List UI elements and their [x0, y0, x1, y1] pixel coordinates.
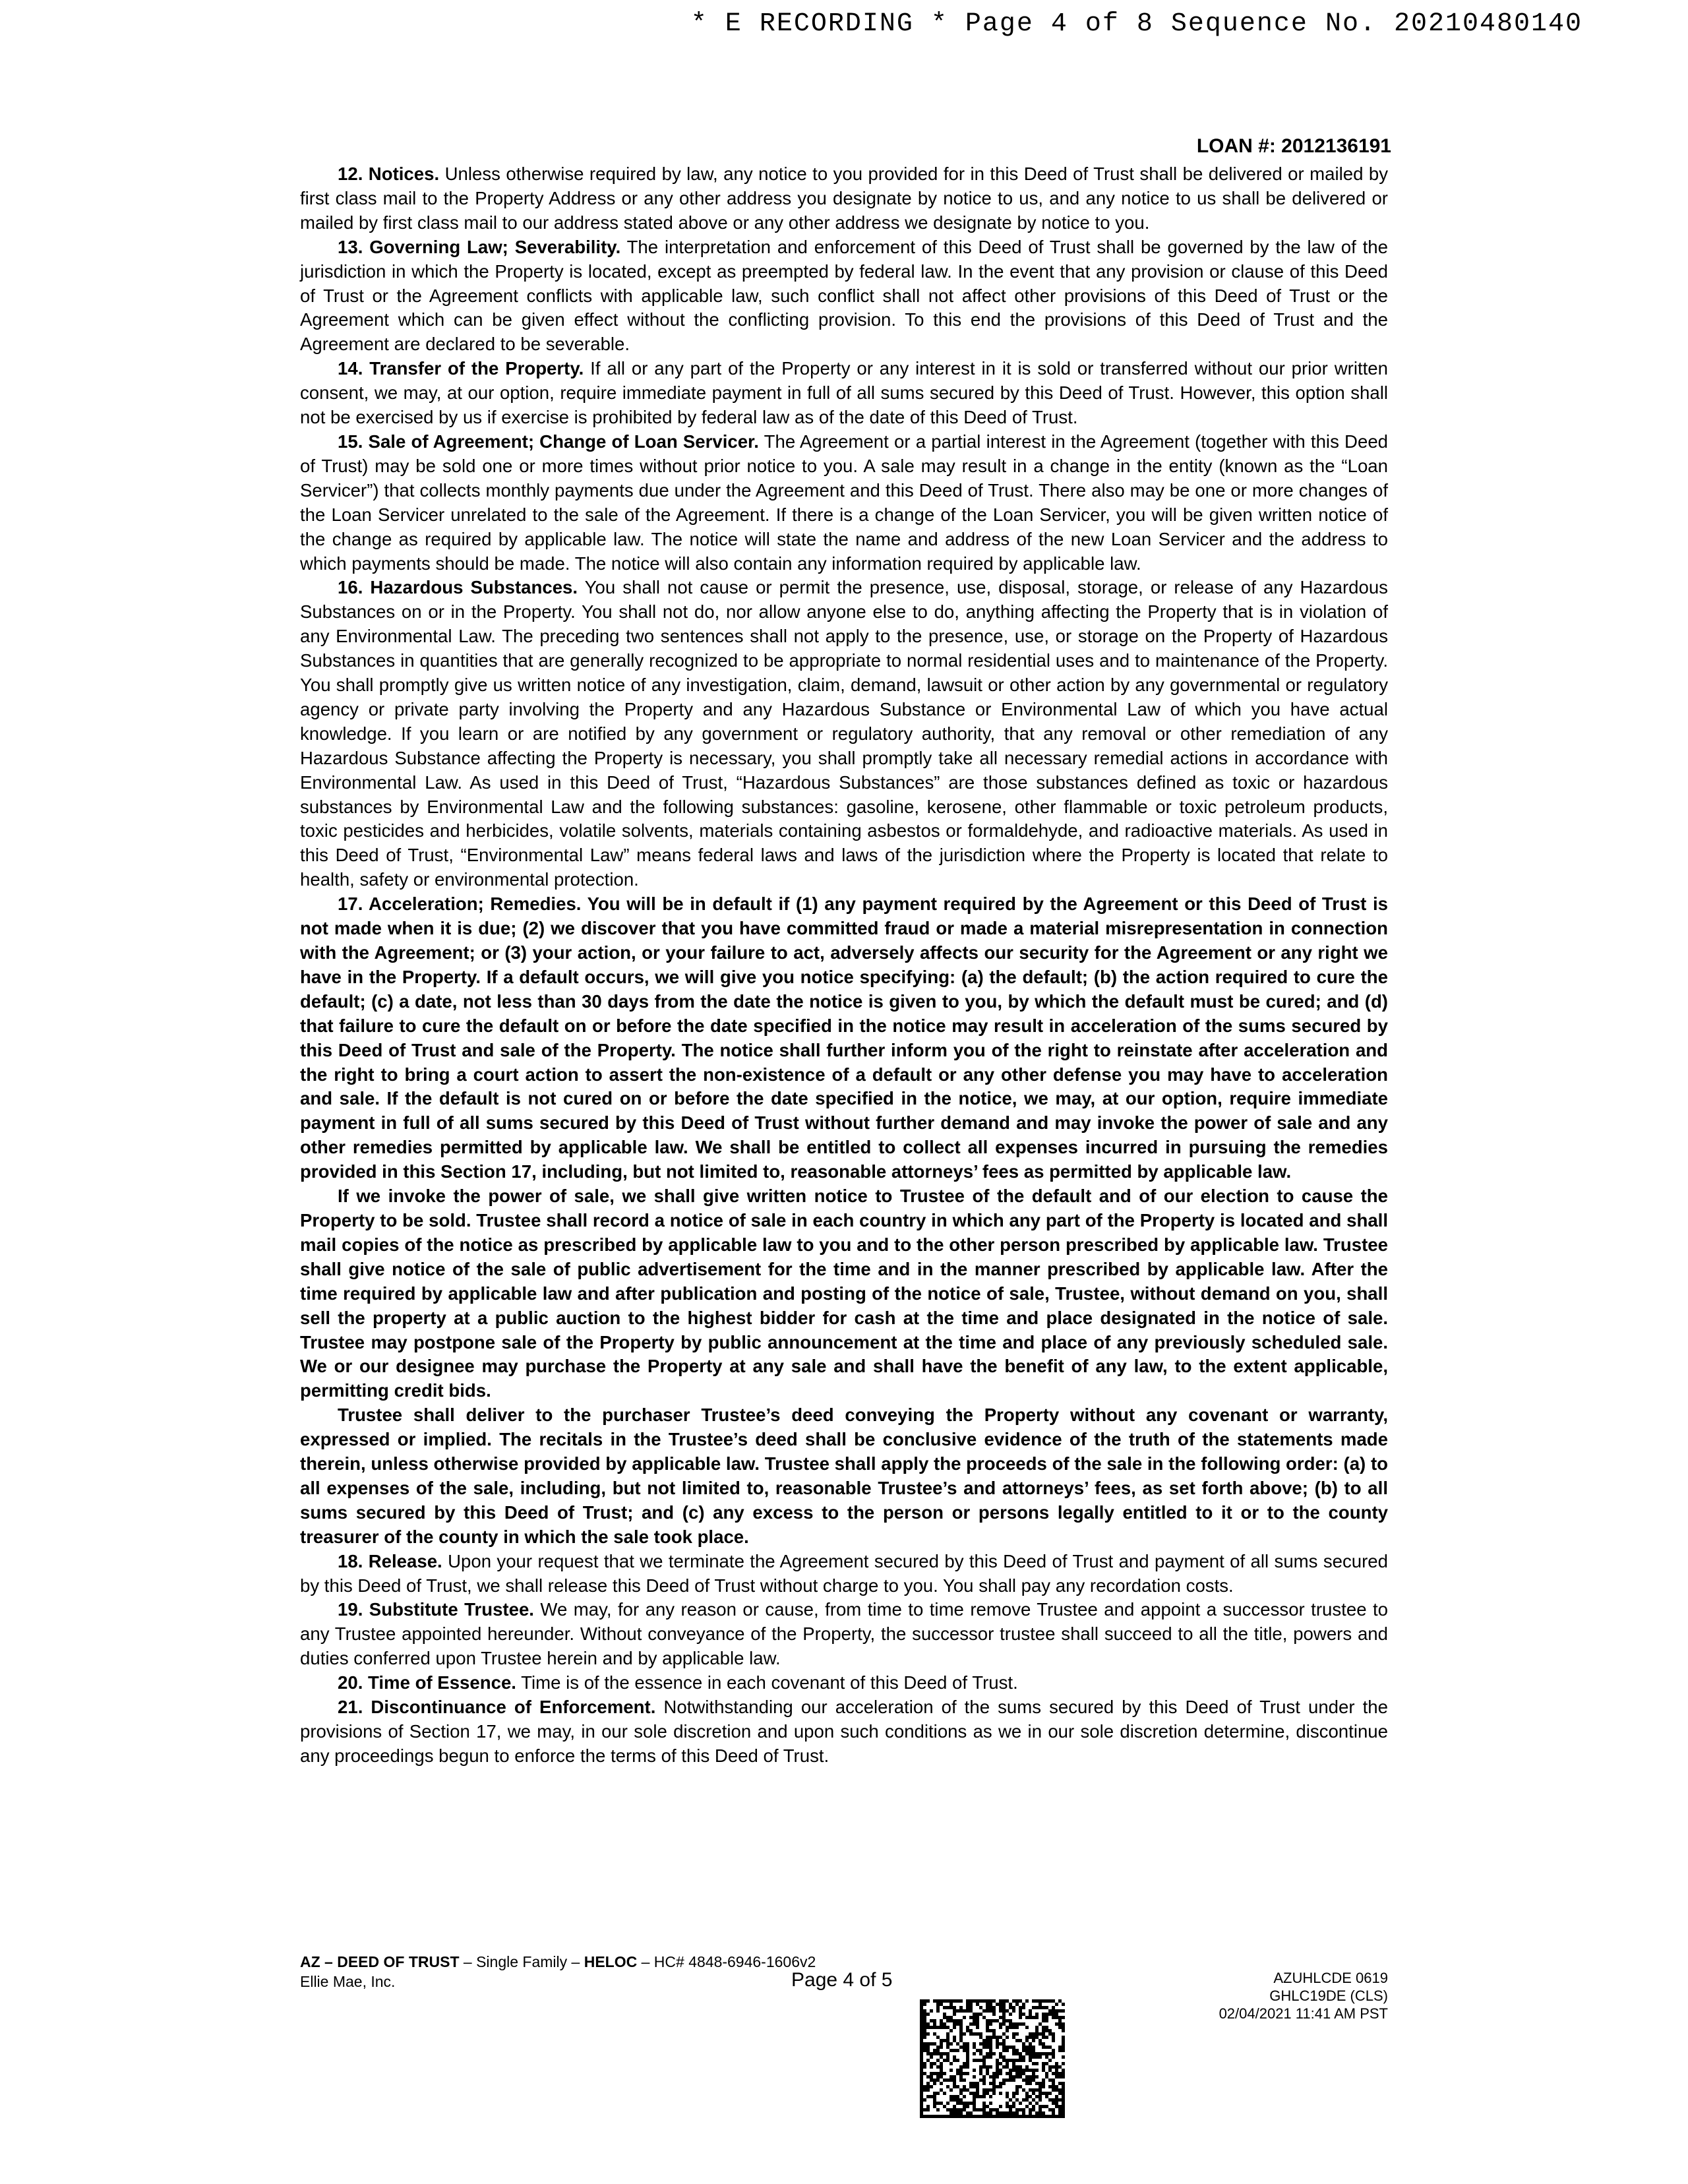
form-info — [300, 1952, 816, 1991]
section-text: Time is of the essence in each covenant of this Deed of Trust. — [516, 1672, 1018, 1693]
remedies-paragraph: 17. Acceleration; Remedies. You will be in default if (1) any payment required by the Agreement or this Deed of Trust is not made when it is due; (2) we discover that you have committed fraud or made a material misrepresentation in connection with the Agreement; or (3) your action, or your failure to act, adversely affects our security for the Agreement or any right we have in the Property. If a default occurs, we will give you notice specifying: (a) the default; (b) the action required to cure the default; (c) a date, not less than 30 days from the date the notice is given to you, by which the default must be cured; and (d) that failure to cure the default on or before the date specified in the notice may result in acceleration of the sums secured by this Deed of Trust and sale of the Property. The notice shall further inform you of the right to reinstate after acceleration and the right to bring a court action to assert the non-existence of a default or any other defense you may have to acceleration and sale. If the default is not cured on or before the date specified in the notice, we may, at our option, require immediate payment in full of all sums secured by this Deed of Trust without further demand and may invoke the power of sale and any other remedies permitted by applicable law. We shall be entitled to collect all expenses incurred in pursuing the remedies provided in this Section 17, including, but not limited to, reasonable attorneys’ fees as permitted by applicable law. — [300, 894, 1388, 1182]
document-body — [300, 162, 1388, 1769]
form-hc: – HC# 4848-6946-1606v2 — [637, 1953, 816, 1970]
section-paragraph — [300, 162, 1388, 235]
trustee-deed-paragraph: Trustee shall deliver to the purchaser Trustee’s deed conveying the Property without any covenant or warranty, expressed or implied. The recitals in the Trustee’s deed shall be conclusive evidence of the truth of the statements made therein, unless otherwise provided by applicable law. Trustee shall apply the proceeds of the sale in the following order: (a) to all expenses of the sale, including, but not limited to, reasonable Trustee’s and attorneys’ fees, as set forth above; (b) to all sums secured by this Deed of Trust; and (c) any excess to the person or persons legally entitled to it or to the county treasurer of the county in which the sale took place. — [300, 1405, 1388, 1547]
section-text: You shall not cause or permit the presence, use, disposal, storage, or release of any Hazardous Substances on or in the Property. You shall not do, nor allow anyone else to do, anything affecting the Property that is in violation of any Environmental Law. The preceding two sentences shall not apply to the presence, use, or storage on the Property of Hazardous Substances in quantities that are generally recognized to be appropriate to normal residential uses and to maintenance of the Property. You shall promptly give us written notice of any investigation, claim, demand, lawsuit or other action by any governmental or regulatory agency or private party involving the Property and any Hazardous Substance or Environmental Law of which you have actual knowledge. If you learn or are notified by any government or regulatory authority, that any removal or other remediation of any Hazardous Substance affecting the Property is necessary, you shall promptly take all necessary remedial actions in accordance with Environmental Law. As used in this Deed of Trust, “Hazardous Substances” are those substances defined as toxic or hazardous substances by Environmental Law and the following substances: gasoline, kerosene, other flammable or toxic petroleum products, toxic pesticides and herbicides, volatile solvents, materials containing asbestos or formaldehyde, and radioactive materials. As used in this Deed of Trust, “Environmental Law” means federal laws and laws of the jurisdiction where the Property is located that relate to health, safety or environmental protection. — [300, 577, 1388, 890]
form-single: – Single Family – — [459, 1953, 584, 1970]
section-heading: 18. Release. — [338, 1550, 442, 1571]
section-heading: 12. Notices. — [338, 164, 440, 184]
recording-stamp: * E RECORDING * Page 4 of 8 Sequence No. 20210480140 — [690, 9, 1582, 39]
section-text: The Agreement or a partial interest in the Agreement (together with this Deed of Trust) may be sold one or more times without prior notice to you. A sale may result in a change in the entity (known as the “Loan Servicer”) that collects monthly payments due under the Agreement and this Deed of Trust. There also may be one or more changes of the Loan Servicer unrelated to the sale of the Agreement. If there is a change of the Loan Servicer, you will be given written notice of the change as required by applicable law. The notice will state the name and address of the new Loan Servicer and the address to which payments should be made. The notice will also contain any information required by applicable law. — [300, 431, 1389, 574]
section-text: Unless otherwise required by law, any notice to you provided for in this Deed of Trust shall be delivered or mailed by first class mail to the Property Address or any other address you designate by notice to us, and any notice to us shall be delivered or mailed by first class mail to our address stated above or any other address we designate by notice to you. — [300, 164, 1388, 233]
section-paragraph — [300, 1598, 1388, 1671]
section-text: If all or any part of the Property or any interest in it is sold or transferred without our prior written consent, we may, at our option, require immediate payment in full of all sums secured by this Deed of Trust. However, this option shall not be exercised by us if exercise is prohibited by federal law as of the date of this Deed of Trust. — [300, 358, 1388, 428]
section-text: Upon your request that we terminate the Agreement secured by this Deed of Trust and payment of all sums secured by this Deed of Trust, we shall release this Deed of Trust without charge to you. You shall pay any recordation costs. — [300, 1550, 1388, 1596]
section-text: The interpretation and enforcement of this Deed of Trust shall be governed by the law of the jurisdiction in which the Property is located, except as preempted by federal law. In the event that any provision or clause of this Deed of Trust or the Agreement conflicts with applicable law, such conflict shall not affect other provisions of this Deed of Trust or the Agreement which can be given effect without the conflicting provision. To this end the provisions of this Deed of Trust and the Agreement are declared to be severable. — [300, 236, 1388, 355]
section-heading: 16. Hazardous Substances. — [338, 577, 578, 598]
section-paragraph — [300, 1671, 1388, 1695]
form-title — [300, 1952, 816, 1972]
form-az: AZ – DEED OF TRUST — [300, 1953, 460, 1970]
form-heloc: HELOC — [584, 1953, 638, 1970]
section-paragraph — [300, 1695, 1388, 1769]
section-paragraph — [300, 235, 1388, 357]
section-heading: 15. Sale of Agreement; Change of Loan Servicer. — [338, 431, 759, 452]
form-code-2: GHLC19DE (CLS) — [1269, 1987, 1388, 2004]
section-heading: 20. Time of Essence. — [338, 1672, 516, 1693]
form-code-1: AZUHLCDE 0619 — [1273, 1970, 1388, 1986]
document-timestamp: 02/04/2021 11:41 AM PST — [1219, 2005, 1388, 2022]
section-paragraph — [300, 430, 1388, 576]
section-paragraph — [300, 576, 1388, 892]
loan-number: LOAN #: 2012136191 — [1196, 135, 1391, 157]
section-heading: 14. Transfer of the Property. — [338, 358, 584, 379]
page-number: Page 4 of 5 — [791, 1969, 893, 1991]
section-heading: 19. Substitute Trustee. — [338, 1599, 534, 1620]
section-heading: 13. Governing Law; Severability. — [338, 236, 621, 257]
section-text: We may, for any reason or cause, from time to time remove Trustee and appoint a successor trustee to any Trustee appointed hereunder. Without conveyance of the Property, the successor trustee shall succeed to all the title, powers and duties conferred upon Trustee herein and by applicable law. — [300, 1599, 1389, 1669]
section-text: Notwithstanding our acceleration of the sums secured by this Deed of Trust under the provisions of Section 17, we may, in our sole discretion and upon such conditions as we in our sole discretion determine, discontinue any proceedings begun to enforce the terms of this Deed of Trust. — [300, 1697, 1388, 1766]
power-of-sale-paragraph: If we invoke the power of sale, we shall give written notice to Trustee of the default and of our election to cause the Property to be sold. Trustee shall record a notice of sale in each country in which any part of the Property is located and shall mail copies of the notice as prescribed by applicable law to you and to the other person prescribed by applicable law. Trustee shall give notice of the sale of public advertisement for the time and in the manner prescribed by applicable law. After the time required by applicable law and after publication and posting of the notice of sale, Trustee, without demand on you, shall sell the property at a public auction to the highest bidder for cash at the time and place designated in the notice of sale. Trustee may postpone sale of the Property by public announcement at the time and place of any previously scheduled sale. We or our designee may purchase the Property at any sale and shall have the benefit of any law, to the extent applicable, permitting credit bids. — [300, 1186, 1388, 1401]
form-codes — [1219, 1969, 1388, 2022]
section-paragraph — [300, 357, 1388, 430]
datamatrix-barcode-icon — [920, 1999, 1065, 2118]
company-name: Ellie Mae, Inc. — [300, 1973, 396, 1990]
section-paragraph — [300, 1550, 1388, 1598]
section-heading: 21. Discontinuance of Enforcement. — [338, 1697, 656, 1718]
